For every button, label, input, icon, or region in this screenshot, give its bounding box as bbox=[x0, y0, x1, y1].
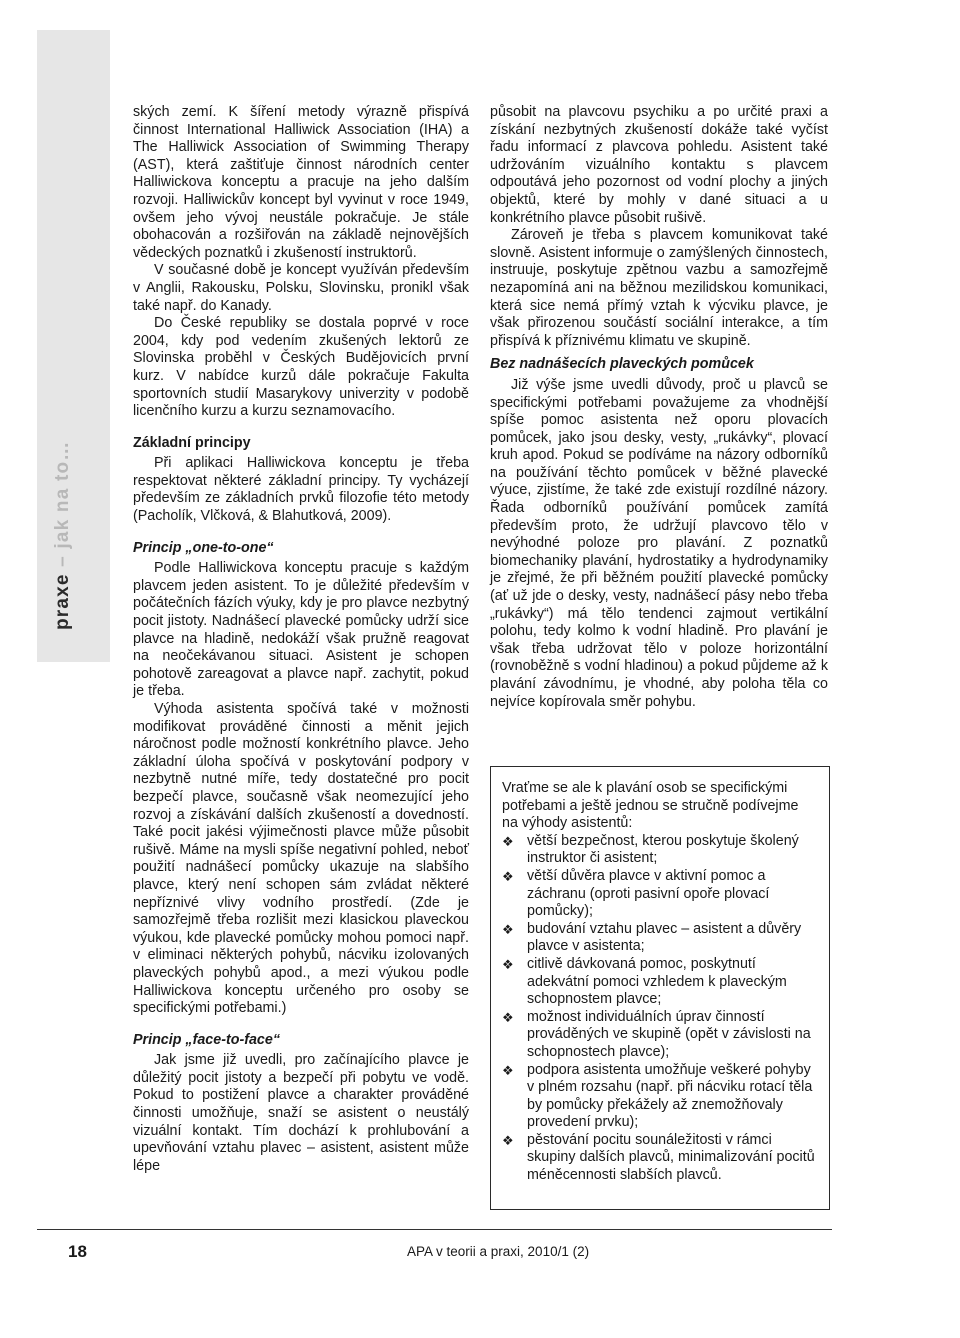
advantages-list bbox=[502, 833, 818, 1185]
heading-zakladni-principy: Základní principy bbox=[133, 434, 251, 451]
diamond-bullet-icon: ❖ bbox=[502, 921, 514, 937]
list-item-text: budování vztahu plavec – asistent a důvěry plavce v asistenta; bbox=[527, 920, 802, 955]
paragraph: působit na plavcovu psychiku a po určité praxi a získání nezbytných zkušeností dokáže také vyčíst řadu informací z plavcova pohledu. Asistent také udržováním vizuálního kontaktu s plavcem odpoutává jeho pozornost od vodní plochy a jiných objektů, které by mohly v dané situaci a u konkrétního plavce působit rušivě. bbox=[490, 104, 828, 226]
box-intro: Vraťme se ale k plavání osob se specifickými potřebami a ještě jednou se stručně podívejme na výhody asistentů: bbox=[502, 780, 799, 832]
page-number: 18 bbox=[68, 1242, 87, 1261]
paragraph: ských zemí. K šíření metody výrazně přispívá činnost International Halliwick Association (IHA) a The Halliwick Association of Swimming Therapy (AST), která zaštiťuje činnost národních center Halliwickova konceptu a pracuje na jeho dalším rozvoji. Halliwickův koncept byl vyvinut v roce 1949, ovšem jeho vývoj neustále pokračuje. Je stále obohacován a rozšiřován na základě nejnovějších vědeckých poznatků i zkušeností instruktorů. bbox=[133, 104, 469, 261]
diamond-bullet-icon: ❖ bbox=[502, 956, 514, 972]
heading-one-to-one: Princip „one-to-one“ bbox=[133, 539, 274, 556]
list-item bbox=[502, 1132, 818, 1185]
section-label-light: – jak na to… bbox=[52, 440, 73, 574]
list-item bbox=[502, 1009, 818, 1062]
paragraph: Jak jsme již uvedli, pro začínajícího plavce je důležitý pocit jistoty a bezpečí při pobytu ve vodě. Pokud to postižení plavce a charakter prováděné činnosti umožňuje, snaží se asistent o neustálý vizuální kontakt. Tím dochází k prohlubování a upevňování vztahu plavec – asistent, asistent může lépe bbox=[133, 1052, 469, 1174]
paragraph: Při aplikaci Halliwickova konceptu je třeba respektovat některé základní principy. Ty vycházejí především ze základních prvků filozofie této metody (Pacholík, Vlčková, & Blahutková, 2009). bbox=[133, 455, 469, 525]
list-item bbox=[502, 956, 818, 1009]
list-item-text: podpora asistenta umožňuje veškeré pohyby v plném rozsahu (např. při nácviku rotací těla by pomůcky překážely až znemožňovaly provedení prvku); bbox=[527, 1061, 813, 1131]
list-item bbox=[502, 1062, 818, 1132]
right-column bbox=[490, 104, 828, 711]
heading-bez-nadnasecich: Bez nadnášecích plaveckých pomůcek bbox=[490, 356, 754, 373]
list-item-text: pěstování pocitu sounáležitosti v rámci skupiny dalších plavců, minimalizování pocitů méněcennosti slabších plavců. bbox=[527, 1131, 815, 1184]
diamond-bullet-icon: ❖ bbox=[502, 1132, 514, 1148]
diamond-bullet-icon: ❖ bbox=[502, 868, 514, 884]
paragraph: V současné době je koncept využíván především v Anglii, Rakousku, Polsku, Slovinsku, pronikl však také např. do Kanady. bbox=[133, 262, 469, 314]
footer-rule bbox=[37, 1229, 832, 1230]
left-column bbox=[133, 104, 469, 1175]
paragraph: Do České republiky se dostala poprvé v roce 2004, kdy pod vedením zkušených lektorů ze Slovinska proběhl v Českých Budějovicích první kurz. V nabídce kurzů dále pokračuje Fakulta sportovních studií Masarykovy univerzity v podobě licenčního kurzu a kurzu seznamovacího. bbox=[133, 315, 469, 420]
paragraph: Výhoda asistenta spočívá také v možnosti modifikovat prováděné činnosti a měnit jejich náročnost podle možností konkrétního plavce. Jeho základní úloha spočívá v poskytování podpory v nezbytně nutné míře, tedy dostatečné pro pocit bezpečí plavce, současně však neomezující jeho rozvoj a získávání dalších zkušeností a dovedností. Také pocit jakési výjimečnosti plavce může působit rušivě. Máme na mysli spíše negativní pohled, neboť použití nadnášecí pomůcky ukazuje na slabšího plavce, který není schopen sám zvládat některé nepříznivé vlivy vodního prostředí. (Zde je samozřejmě třeba rozlišit mezi klasickou plaveckou výukou, kde plavecké pomůcky mohou pomoci např. v eliminaci některých pohybů, nácviku izolovaných plaveckých pohybů apod., a mezi výukou podle Halliwickova konceptu určeného pro osoby se specifickými potřebami.) bbox=[133, 701, 469, 1017]
diamond-bullet-icon: ❖ bbox=[502, 1009, 514, 1025]
section-label-strong: praxe bbox=[52, 573, 73, 630]
journal-citation: APA v teorii a praxi, 2010/1 (2) bbox=[407, 1244, 590, 1259]
section-label bbox=[52, 440, 74, 630]
list-item-text: možnost individuálních úprav činností prováděných ve skupině (opět v závislosti na schopnostech plavce); bbox=[527, 1008, 811, 1060]
heading-face-to-face: Princip „face-to-face“ bbox=[133, 1031, 280, 1048]
list-item bbox=[502, 921, 818, 956]
list-item bbox=[502, 833, 818, 868]
paragraph: Zároveň je třeba s plavcem komunikovat také slovně. Asistent informuje o zamýšlených činnostech, instruuje, poskytuje zpětnou vazbu a samozřejmě nezapomíná ani na běžnou mezilidskou komunikaci, která sice nemá přímý vztah k výcviku plavce, je však přirozenou součástí sociální interakce, a tím přispívá k příznivému klimatu ve skupině. bbox=[490, 227, 828, 349]
list-item bbox=[502, 868, 818, 921]
advantages-box bbox=[490, 766, 830, 1210]
paragraph: Podle Halliwickova konceptu pracuje s každým plavcem jeden asistent. To je důležité především v počátečních fázích výuky, kdy je pro plavce nezbytný pocit jistoty. Nadnášecí plavecké pomůcky udrží sice plavce na hladině, nedokáží však pružně reagovat na neočekávanou situaci. Asistent je schopen pohotově zareagovat a plavce např. zachytit, pokud je třeba. bbox=[133, 560, 469, 700]
list-item-text: větší bezpečnost, kterou poskytuje školený instruktor či asistent; bbox=[527, 832, 799, 867]
list-item-text: větší důvěra plavce v aktivní pomoc a záchranu (oproti pasivní opoře plovací pomůcky); bbox=[527, 867, 770, 920]
diamond-bullet-icon: ❖ bbox=[502, 833, 514, 849]
diamond-bullet-icon: ❖ bbox=[502, 1062, 514, 1078]
list-item-text: citlivě dávkovaná pomoc, poskytnutí adekvátní pomoci vzhledem k plaveckým schopnostem plavce; bbox=[527, 955, 787, 1008]
paragraph: Již výše jsme uvedli důvody, proč u plavců se specifickými potřebami považujeme za vhodnější spíše pomoc asistenta než oporu plovacích pomůcek, jako jsou desky, vesty, „rukávky“, plovací kruh apod. Pokud se podíváme na názory odborníků na používání těchto pomůcek v běžné plavecké výuce, zjistíme, že také zde existují rozdílné názory. Řada odborníků používání pomůcek zamítá především proto, že udržují plavcovo tělo v nevýhodné poloze pro plavání. Z poznatků biomechaniky plavání, hydrostatiky a hydrodynamiky je zřejmé, že při běžném použití plavecké pomůcky (ať už jde o desky, vesty, nadnášecí pásy nebo třeba „rukávky“) má tělo tendenci zajmout vertikální polohu, tedy kolmo k vodní hladině. Pro plavání je však třeba udržovat tělo v poloze horizontální (rovnoběžně s vodní hladinou) a pokud půjdeme až k plavání závodnímu, je vhodné, aby poloha těla co nejvíce kopírovala směr pohybu. bbox=[490, 376, 828, 710]
